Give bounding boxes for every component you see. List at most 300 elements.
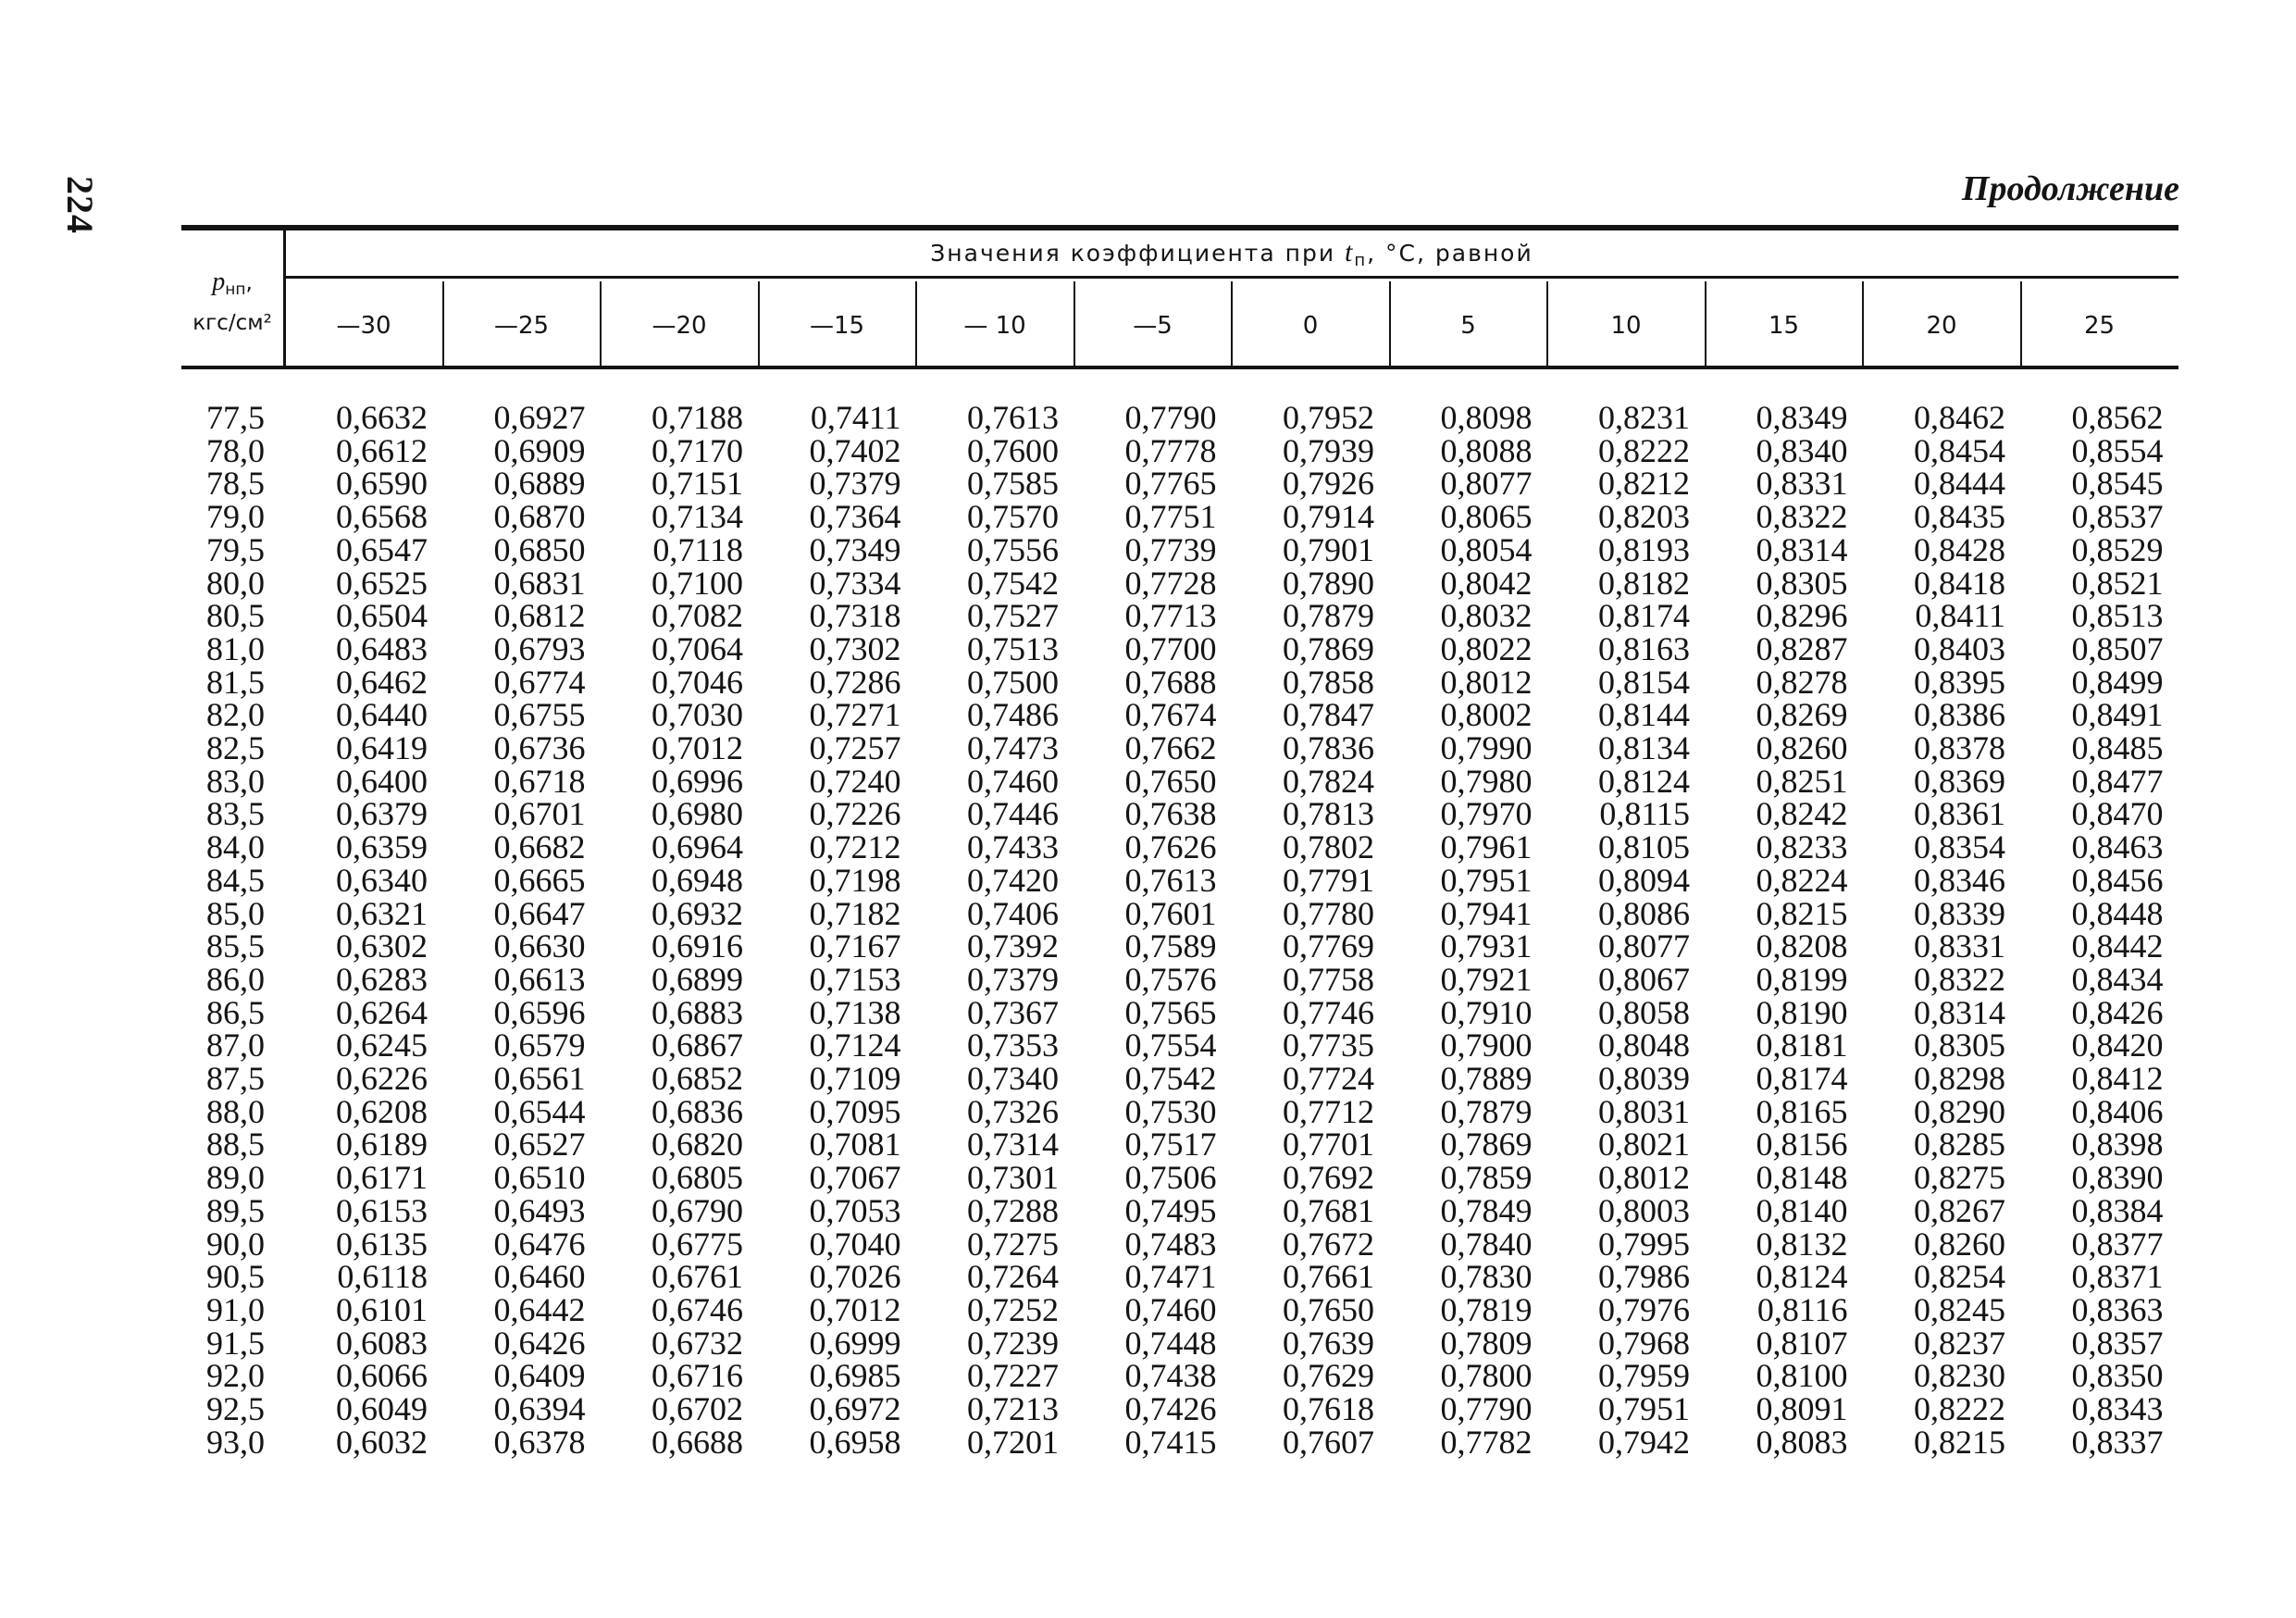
pressure-cell: 88,5 [206, 1126, 265, 1164]
value-cell: 0,7252 [967, 1290, 1059, 1328]
value-cell: 0,7976 [1598, 1290, 1690, 1328]
pressure-cell: 87,0 [206, 1027, 265, 1064]
value-cell: 0,8165 [1756, 1092, 1848, 1130]
column-header: —15 [809, 312, 865, 340]
value-cell: 0,7460 [1124, 1290, 1217, 1328]
value-cell: 0,8269 [1756, 696, 1848, 734]
value-cell: 0,7415 [1124, 1423, 1217, 1461]
value-cell: 0,6419 [336, 729, 428, 766]
value-cell: 0,6836 [652, 1092, 743, 1130]
value-cell: 0,6716 [652, 1357, 743, 1395]
value-cell: 0,8181 [1756, 1027, 1848, 1064]
value-cell: 0,6867 [652, 1027, 743, 1064]
value-cell: 0,8132 [1756, 1225, 1848, 1263]
value-cell: 0,7961 [1440, 828, 1533, 866]
value-cell: 0,7830 [1440, 1258, 1533, 1296]
value-cell: 0,6972 [809, 1390, 901, 1427]
value-cell: 0,8124 [1756, 1258, 1848, 1296]
value-cell: 0,7064 [652, 629, 743, 667]
value-cell: 0,8363 [2071, 1290, 2164, 1328]
value-cell: 0,7288 [967, 1191, 1059, 1229]
value-cell: 0,8260 [1914, 1225, 2005, 1263]
column-divider [2020, 281, 2022, 366]
value-cell: 0,6790 [652, 1191, 743, 1229]
value-cell: 0,7367 [967, 993, 1059, 1031]
value-cell: 0,6852 [652, 1060, 743, 1097]
value-cell: 0,7473 [967, 729, 1059, 766]
value-cell: 0,7751 [1124, 498, 1217, 536]
value-cell: 0,6793 [493, 629, 586, 667]
value-cell: 0,8115 [1599, 795, 1690, 833]
value-cell: 0,8098 [1440, 399, 1533, 436]
value-cell: 0,7765 [1124, 465, 1217, 503]
column-divider [915, 281, 917, 366]
value-cell: 0,6226 [336, 1060, 428, 1097]
value-cell: 0,7824 [1283, 762, 1374, 800]
value-cell: 0,8094 [1598, 861, 1690, 899]
column-header: 20 [1926, 312, 1957, 340]
value-cell: 0,8148 [1756, 1159, 1848, 1197]
value-cell: 0,8442 [2071, 927, 2164, 965]
column-divider [1862, 281, 1864, 366]
value-cell: 0,6504 [336, 597, 428, 635]
value-cell: 0,7995 [1598, 1225, 1690, 1263]
column-divider [600, 281, 602, 366]
value-cell: 0,6245 [336, 1027, 428, 1064]
value-cell: 0,7226 [809, 795, 901, 833]
header-mid-rule [285, 276, 2178, 279]
value-cell: 0,8088 [1440, 431, 1533, 469]
value-cell: 0,8267 [1914, 1191, 2005, 1229]
value-cell: 0,7910 [1440, 993, 1533, 1031]
value-cell: 0,7506 [1124, 1159, 1217, 1197]
value-cell: 0,7411 [810, 399, 901, 436]
value-cell: 0,7959 [1598, 1357, 1690, 1395]
value-cell: 0,6927 [493, 399, 586, 436]
value-cell: 0,8521 [2071, 564, 2164, 602]
value-cell: 0,7847 [1283, 696, 1374, 734]
value-cell: 0,8395 [1914, 663, 2005, 701]
value-cell: 0,7728 [1124, 564, 1217, 602]
value-cell: 0,8340 [1756, 431, 1848, 469]
value-cell: 0,6688 [652, 1423, 743, 1461]
value-cell: 0,8048 [1598, 1027, 1690, 1064]
value-cell: 0,6761 [652, 1258, 743, 1296]
value-cell: 0,7901 [1283, 530, 1374, 568]
value-cell: 0,7809 [1440, 1324, 1533, 1362]
value-cell: 0,7639 [1283, 1324, 1374, 1362]
pressure-cell: 79,0 [206, 498, 265, 536]
value-cell: 0,7968 [1598, 1324, 1690, 1362]
value-cell: 0,7153 [809, 960, 901, 998]
value-cell: 0,6755 [493, 696, 586, 734]
value-cell: 0,8354 [1914, 828, 2005, 866]
value-cell: 0,8215 [1756, 894, 1848, 932]
value-cell: 0,8426 [2071, 993, 2164, 1031]
value-cell: 0,7500 [967, 663, 1059, 701]
value-cell: 0,8245 [1914, 1290, 2005, 1328]
value-cell: 0,6379 [336, 795, 428, 833]
value-cell: 0,6702 [652, 1390, 743, 1427]
value-cell: 0,8298 [1914, 1060, 2005, 1097]
value-cell: 0,7601 [1124, 894, 1217, 932]
value-cell: 0,6909 [493, 431, 586, 469]
value-cell: 0,7182 [809, 894, 901, 932]
value-cell: 0,6980 [652, 795, 743, 833]
value-cell: 0,7800 [1440, 1357, 1533, 1395]
value-cell: 0,7302 [809, 629, 901, 667]
value-cell: 0,7118 [652, 530, 743, 568]
value-cell: 0,6321 [336, 894, 428, 932]
value-cell: 0,8012 [1440, 663, 1533, 701]
value-cell: 0,8242 [1756, 795, 1848, 833]
pressure-cell: 83,0 [206, 762, 265, 800]
pressure-cell: 85,5 [206, 927, 265, 965]
value-cell: 0,6899 [652, 960, 743, 998]
value-cell: 0,7420 [967, 861, 1059, 899]
value-cell: 0,7858 [1283, 663, 1374, 701]
value-cell: 0,6568 [336, 498, 428, 536]
value-cell: 0,6948 [652, 861, 743, 899]
value-cell: 0,7438 [1124, 1357, 1217, 1395]
value-cell: 0,7012 [809, 1290, 901, 1328]
value-cell: 0,6805 [652, 1159, 743, 1197]
value-cell: 0,7151 [652, 465, 743, 503]
value-cell: 0,7301 [967, 1159, 1059, 1197]
pressure-cell: 79,5 [206, 530, 265, 568]
value-cell: 0,6440 [336, 696, 428, 734]
pressure-cell: 82,5 [206, 729, 265, 766]
value-cell: 0,7170 [652, 431, 743, 469]
value-cell: 0,7046 [652, 663, 743, 701]
value-cell: 0,8278 [1756, 663, 1848, 701]
continuation-label: Продолжение [1961, 169, 2179, 208]
value-cell: 0,8100 [1756, 1357, 1848, 1395]
value-cell: 0,8163 [1598, 629, 1690, 667]
value-cell: 0,7349 [809, 530, 901, 568]
value-cell: 0,7026 [809, 1258, 901, 1296]
value-cell: 0,7869 [1283, 629, 1374, 667]
value-cell: 0,8290 [1914, 1092, 2005, 1130]
value-cell: 0,8190 [1756, 993, 1848, 1031]
value-cell: 0,6736 [493, 729, 586, 766]
value-cell: 0,6264 [336, 993, 428, 1031]
value-cell: 0,6632 [336, 399, 428, 436]
value-cell: 0,8406 [2071, 1092, 2164, 1130]
value-cell: 0,8507 [2071, 629, 2164, 667]
value-cell: 0,8398 [2071, 1126, 2164, 1164]
value-cell: 0,7334 [809, 564, 901, 602]
pressure-cell: 82,0 [206, 696, 265, 734]
value-cell: 0,7448 [1124, 1324, 1217, 1362]
value-cell: 0,7433 [967, 828, 1059, 866]
value-cell: 0,8134 [1598, 729, 1690, 766]
value-cell: 0,7402 [809, 431, 901, 469]
value-cell: 0,6359 [336, 828, 428, 866]
value-cell: 0,7869 [1440, 1126, 1533, 1164]
value-cell: 0,7364 [809, 498, 901, 536]
value-cell: 0,8369 [1914, 762, 2005, 800]
value-cell: 0,7791 [1283, 861, 1374, 899]
value-cell: 0,8463 [2071, 828, 2164, 866]
value-cell: 0,8470 [2071, 795, 2164, 833]
value-cell: 0,7939 [1283, 431, 1374, 469]
value-cell: 0,6596 [493, 993, 586, 1031]
value-cell: 0,7589 [1124, 927, 1217, 965]
value-cell: 0,6527 [493, 1126, 586, 1164]
value-cell: 0,6630 [493, 927, 586, 965]
value-cell: 0,6999 [809, 1324, 901, 1362]
value-cell: 0,7542 [967, 564, 1059, 602]
value-cell: 0,7840 [1440, 1225, 1533, 1263]
value-cell: 0,7460 [967, 762, 1059, 800]
value-cell: 0,8322 [1914, 960, 2005, 998]
value-cell: 0,8077 [1598, 927, 1690, 965]
value-cell: 0,8287 [1756, 629, 1848, 667]
value-cell: 0,7889 [1440, 1060, 1533, 1097]
column-divider [1074, 281, 1075, 366]
value-cell: 0,6378 [493, 1423, 586, 1461]
value-cell: 0,7970 [1440, 795, 1533, 833]
value-cell: 0,7879 [1283, 597, 1374, 635]
value-cell: 0,8032 [1440, 597, 1533, 635]
value-cell: 0,8107 [1756, 1324, 1848, 1362]
value-cell: 0,7527 [967, 597, 1059, 635]
value-cell: 0,8022 [1440, 629, 1533, 667]
value-cell: 0,7692 [1283, 1159, 1374, 1197]
value-cell: 0,8233 [1756, 828, 1848, 866]
value-cell: 0,7471 [1124, 1258, 1217, 1296]
value-cell: 0,7486 [967, 696, 1059, 734]
value-cell: 0,7271 [809, 696, 901, 734]
value-cell: 0,8434 [2071, 960, 2164, 998]
value-cell: 0,7859 [1440, 1159, 1533, 1197]
value-cell: 0,7724 [1283, 1060, 1374, 1097]
value-cell: 0,8054 [1440, 530, 1533, 568]
value-cell: 0,8545 [2071, 465, 2164, 503]
value-cell: 0,6409 [493, 1357, 586, 1395]
value-cell: 0,7100 [652, 564, 743, 602]
value-cell: 0,7067 [809, 1159, 901, 1197]
value-cell: 0,6850 [493, 530, 586, 568]
pressure-cell: 80,0 [206, 564, 265, 602]
value-cell: 0,7554 [1124, 1027, 1217, 1064]
value-cell: 0,6460 [493, 1258, 586, 1296]
value-cell: 0,6883 [652, 993, 743, 1031]
pressure-cell: 85,0 [206, 894, 265, 932]
value-cell: 0,6483 [336, 629, 428, 667]
value-cell: 0,7082 [652, 597, 743, 635]
value-cell: 0,6118 [337, 1258, 428, 1296]
value-cell: 0,8562 [2071, 399, 2164, 436]
value-cell: 0,8554 [2071, 431, 2164, 469]
value-cell: 0,7134 [652, 498, 743, 536]
value-cell: 0,7340 [967, 1060, 1059, 1097]
pressure-cell: 90,0 [206, 1225, 265, 1263]
value-cell: 0,6462 [336, 663, 428, 701]
value-cell: 0,8083 [1756, 1423, 1848, 1461]
value-cell: 0,7264 [967, 1258, 1059, 1296]
value-cell: 0,7650 [1124, 762, 1217, 800]
value-cell: 0,7879 [1440, 1092, 1533, 1130]
value-cell: 0,8222 [1914, 1390, 2005, 1427]
value-cell: 0,8513 [2071, 597, 2164, 635]
value-cell: 0,7585 [967, 465, 1059, 503]
value-cell: 0,7836 [1283, 729, 1374, 766]
value-cell: 0,8371 [2071, 1258, 2164, 1296]
value-cell: 0,7124 [809, 1027, 901, 1064]
value-cell: 0,8222 [1598, 431, 1690, 469]
value-cell: 0,6613 [493, 960, 586, 998]
value-cell: 0,8275 [1914, 1159, 2005, 1197]
value-cell: 0,6302 [336, 927, 428, 965]
top-rule [181, 225, 2178, 230]
value-cell: 0,7780 [1283, 894, 1374, 932]
value-cell: 0,8420 [2071, 1027, 2164, 1064]
value-cell: 0,7926 [1283, 465, 1374, 503]
value-cell: 0,8377 [2071, 1225, 2164, 1263]
value-cell: 0,6066 [336, 1357, 428, 1395]
value-cell: 0,8212 [1598, 465, 1690, 503]
value-cell: 0,8065 [1440, 498, 1533, 536]
row-header-unit: кгс/см² [192, 311, 272, 335]
pressure-cell: 84,5 [206, 861, 265, 899]
value-cell: 0,7890 [1283, 564, 1374, 602]
value-cell: 0,6612 [336, 431, 428, 469]
column-header: —25 [493, 312, 550, 340]
value-cell: 0,7688 [1124, 663, 1217, 701]
value-cell: 0,8086 [1598, 894, 1690, 932]
value-cell: 0,8058 [1598, 993, 1690, 1031]
pressure-cell: 88,0 [206, 1092, 265, 1130]
column-divider [1231, 281, 1233, 366]
value-cell: 0,8384 [2071, 1191, 2164, 1229]
value-cell: 0,7650 [1283, 1290, 1374, 1328]
value-cell: 0,8305 [1914, 1027, 2005, 1064]
value-cell: 0,8390 [2071, 1159, 2164, 1197]
value-cell: 0,8199 [1756, 960, 1848, 998]
pressure-cell: 93,0 [206, 1423, 265, 1461]
value-cell: 0,7661 [1283, 1258, 1374, 1296]
value-cell: 0,6476 [493, 1225, 586, 1263]
pressure-cell: 80,5 [206, 597, 265, 635]
value-cell: 0,6775 [652, 1225, 743, 1263]
value-cell: 0,6665 [493, 861, 586, 899]
value-cell: 0,7951 [1440, 861, 1533, 899]
value-cell: 0,8116 [1756, 1290, 1848, 1328]
value-cell: 0,7517 [1124, 1126, 1217, 1164]
value-cell: 0,6958 [809, 1423, 901, 1461]
value-cell: 0,8411 [1915, 597, 2005, 635]
value-cell: 0,7275 [967, 1225, 1059, 1263]
column-divider [1546, 281, 1548, 366]
value-cell: 0,8444 [1914, 465, 2005, 503]
value-cell: 0,7951 [1598, 1390, 1690, 1427]
value-cell: 0,7990 [1440, 729, 1533, 766]
value-cell: 0,7326 [967, 1092, 1059, 1130]
value-cell: 0,8462 [1914, 399, 2005, 436]
value-cell: 0,7167 [809, 927, 901, 965]
value-cell: 0,7213 [967, 1390, 1059, 1427]
pressure-cell: 91,5 [206, 1324, 265, 1362]
pressure-cell: 86,0 [206, 960, 265, 998]
value-cell: 0,8435 [1914, 498, 2005, 536]
value-cell: 0,7790 [1124, 399, 1217, 436]
column-header: 5 [1460, 312, 1476, 340]
value-cell: 0,8337 [2071, 1423, 2164, 1461]
value-cell: 0,7931 [1440, 927, 1533, 965]
column-divider [442, 281, 444, 366]
column-header: — 10 [963, 312, 1026, 340]
value-cell: 0,7613 [967, 399, 1059, 436]
value-cell: 0,8322 [1756, 498, 1848, 536]
value-cell: 0,7314 [967, 1126, 1059, 1164]
row-header-symbol: $p_{нп}$, [212, 268, 253, 299]
value-cell: 0,6579 [493, 1027, 586, 1064]
value-cell: 0,7053 [809, 1191, 901, 1229]
value-cell: 0,6283 [336, 960, 428, 998]
value-cell: 0,7030 [652, 696, 743, 734]
pressure-cell: 83,5 [206, 795, 265, 833]
value-cell: 0,8174 [1598, 597, 1690, 635]
value-cell: 0,8305 [1756, 564, 1848, 602]
value-cell: 0,8448 [2071, 894, 2164, 932]
value-cell: 0,8012 [1598, 1159, 1690, 1197]
value-cell: 0,6493 [493, 1191, 586, 1229]
value-cell: 0,8260 [1756, 729, 1848, 766]
pressure-cell: 81,5 [206, 663, 265, 701]
value-cell: 0,8208 [1756, 927, 1848, 965]
pressure-cell: 78,5 [206, 465, 265, 503]
value-cell: 0,8031 [1598, 1092, 1690, 1130]
value-cell: 0,6426 [493, 1324, 586, 1362]
value-cell: 0,6932 [652, 894, 743, 932]
value-cell: 0,7188 [652, 399, 743, 436]
value-cell: 0,8105 [1598, 828, 1690, 866]
value-cell: 0,8042 [1440, 564, 1533, 602]
value-cell: 0,8361 [1914, 795, 2005, 833]
value-cell: 0,7040 [809, 1225, 901, 1263]
value-cell: 0,7613 [1124, 861, 1217, 899]
value-cell: 0,7483 [1124, 1225, 1217, 1263]
value-cell: 0,6101 [336, 1290, 428, 1328]
value-cell: 0,7769 [1283, 927, 1374, 965]
value-cell: 0,8174 [1756, 1060, 1848, 1097]
value-cell: 0,7713 [1124, 597, 1217, 635]
value-cell: 0,6718 [493, 762, 586, 800]
value-cell: 0,8477 [2071, 762, 2164, 800]
column-header: 15 [1768, 312, 1800, 340]
value-cell: 0,8091 [1756, 1390, 1848, 1427]
value-cell: 0,8254 [1914, 1258, 2005, 1296]
value-cell: 0,8002 [1440, 696, 1533, 734]
value-cell: 0,8203 [1598, 498, 1690, 536]
value-cell: 0,7914 [1283, 498, 1374, 536]
value-cell: 0,6985 [809, 1357, 901, 1395]
value-cell: 0,6746 [652, 1290, 743, 1328]
value-cell: 0,8491 [2071, 696, 2164, 734]
pressure-cell: 91,0 [206, 1290, 265, 1328]
value-cell: 0,7819 [1440, 1290, 1533, 1328]
value-cell: 0,7201 [967, 1423, 1059, 1461]
value-cell: 0,8314 [1756, 530, 1848, 568]
value-cell: 0,7379 [809, 465, 901, 503]
value-cell: 0,6812 [493, 597, 586, 635]
value-cell: 0,6916 [652, 927, 743, 965]
pressure-cell: 89,5 [206, 1191, 265, 1229]
value-cell: 0,7198 [809, 861, 901, 899]
value-cell: 0,7286 [809, 663, 901, 701]
